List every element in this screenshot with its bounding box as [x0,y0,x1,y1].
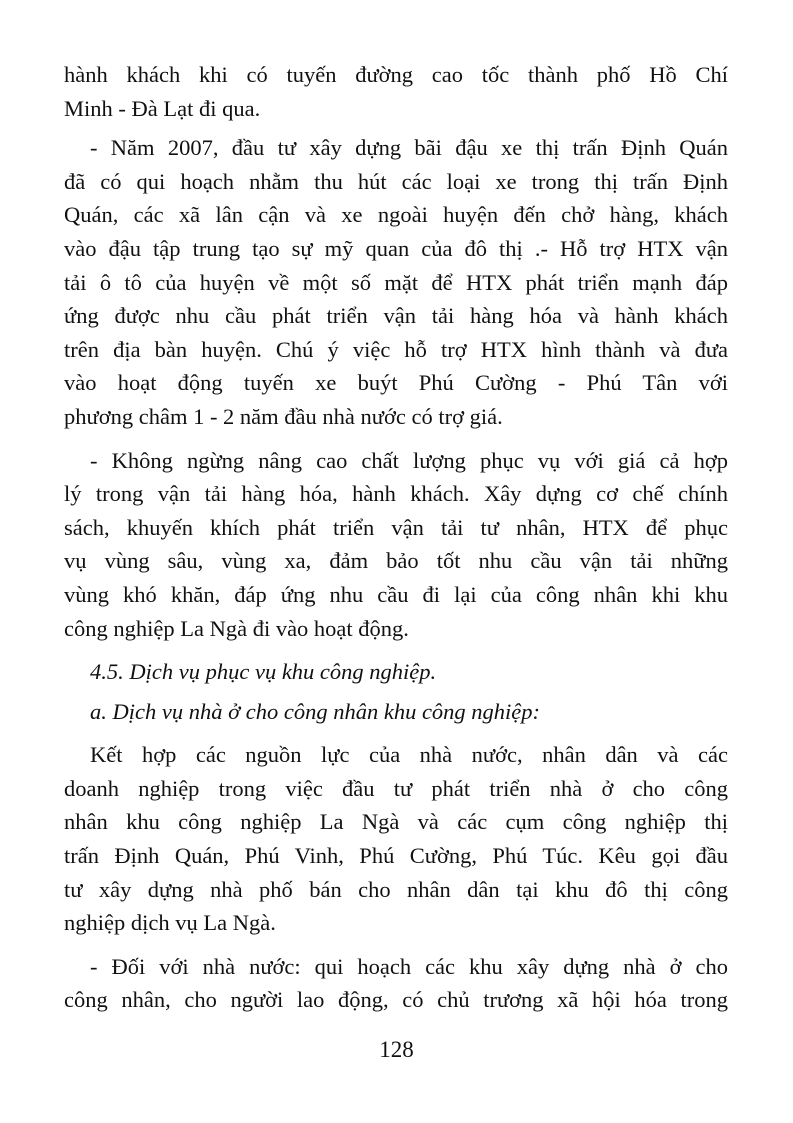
section-heading-4-5: 4.5. Dịch vụ phục vụ khu công nghiệp. [90,659,437,685]
text-line: nhân khu công nghiệp La Ngà và các cụm công nghiệp thị [64,809,728,835]
text-line: - Năm 2007, đầu tư xây dựng bãi đậu xe thị trấn Định Quán [90,135,728,161]
paragraph-resource-combination [64,738,728,940]
text-line: phương châm 1 - 2 năm đầu nhà nước có trợ giá. [64,403,503,429]
text-line: vụ vùng sâu, vùng xa, đảm bảo tốt nhu cầu vận tải những [64,548,728,574]
text-line: tư xây dựng nhà phố bán cho nhân dân tại khu đô thị công [64,876,728,902]
text-line: trên địa bàn huyện. Chú ý việc hỗ trợ HTX hình thành và đưa [64,336,728,362]
text-line: Quán, các xã lân cận và xe ngoài huyện đến chở hàng, khách [64,202,728,228]
paragraph-state-role [64,950,728,1017]
text-line: trấn Định Quán, Phú Vinh, Phú Cường, Phú Túc. Kêu gọi đầu [64,843,728,869]
continuation-paragraph [64,58,728,125]
text-line: công nhân, cho người lao động, có chủ trương xã hội hóa trong [64,987,728,1013]
text-line: lý trong vận tải hàng hóa, hành khách. Xây dựng cơ chế chính [64,481,728,507]
text-line: sách, khuyến khích phát triển vận tải tư nhân, HTX để phục [64,514,728,540]
text-line: vùng khó khăn, đáp ứng nhu cầu đi lại của công nhân khi khu [64,581,728,607]
text-line: đã có qui hoạch nhằm thu hút các loại xe trong thị trấn Định [64,168,728,194]
text-line: ứng được nhu cầu phát triển vận tải hàng hóa và hành khách [64,303,728,329]
page-number: 128 [379,1037,414,1062]
text-line: Kết hợp các nguồn lực của nhà nước, nhân dân và các [90,742,728,768]
text-line: công nghiệp La Ngà đi vào hoạt động. [64,615,409,641]
text-line: vào hoạt động tuyến xe buýt Phú Cường - Phú Tân với [64,370,728,396]
subsection-heading-a: a. Dịch vụ nhà ở cho công nhân khu công nghiệp: [90,698,541,724]
paragraph-service-quality [64,444,728,646]
text-line: doanh nghiệp trong việc đầu tư phát triển nhà ở cho công [64,775,728,801]
document-page [64,58,728,1017]
text-line: vào đậu tập trung tạo sự mỹ quan của đô thị .- Hỗ trợ HTX vận [64,235,728,261]
text-line: Minh - Đà Lạt đi qua. [64,95,261,121]
text-line: hành khách khi có tuyến đường cao tốc thành phố Hồ Chí [64,62,728,87]
text-line: - Đối với nhà nước: qui hoạch các khu xây dựng nhà ở cho [90,953,728,979]
text-line: tải ô tô của huyện về một số mặt để HTX phát triển mạnh đáp [64,269,728,295]
paragraph-2007-parking [64,131,728,433]
text-line: - Không ngừng nâng cao chất lượng phục vụ với giá cả hợp [90,447,728,473]
text-line: nghiệp dịch vụ La Ngà. [64,910,276,936]
